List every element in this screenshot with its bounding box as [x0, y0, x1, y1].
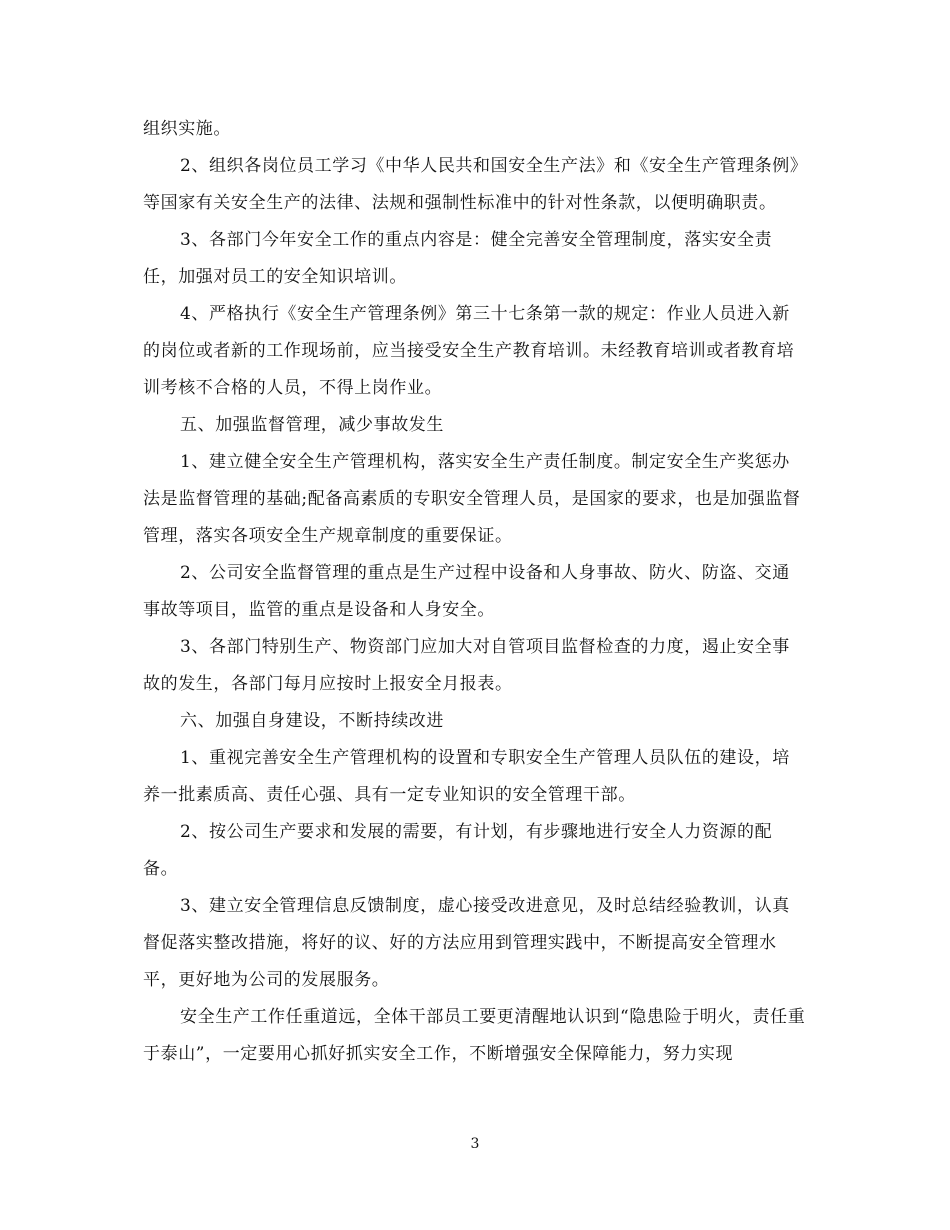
- paragraph-item-4-training: 4、严格执行《安全生产管理条例》第三十七条第一款的规定：作业人员进入新的岗位或者新的工作现场前，应当接受安全生产教育培训。未经教育培训或者教育培训考核不合格的人员，不得上岗作业。: [143, 304, 795, 398]
- paragraph-continuation: 组织实施。: [143, 119, 231, 139]
- paragraph-section6-item-1: 1、重视完善安全生产管理机构的设置和专职安全生产管理人员队伍的建设，培养一批素质高、责任心强、具有一定专业知识的安全管理干部。: [143, 748, 790, 805]
- paragraph-item-3-key-work: 3、各部门今年安全工作的重点内容是：健全完善安全管理制度，落实安全责任，加强对员工的安全知识培训。: [143, 230, 773, 287]
- paragraph-section5-item-2: 2、公司安全监督管理的重点是生产过程中设备和人身事故、防火、防盗、交通事故等项目，监管的重点是设备和人身安全。: [143, 563, 790, 620]
- section-heading-6: 六、加强自身建设，不断持续改进: [180, 711, 444, 731]
- paragraph-section6-item-2: 2、按公司生产要求和发展的需要，有计划，有步骤地进行安全人力资源的配备。: [143, 822, 773, 879]
- paragraph-conclusion: 安全生产工作任重道远，全体干部员工要更清醒地认识到“隐患险于明火，责任重于泰山”，一定要用心抓好抓实安全工作，不断增强安全保障能力，努力实现: [143, 1007, 806, 1064]
- page-number: 3: [470, 1136, 480, 1152]
- paragraph-section5-item-1: 1、建立健全安全生产管理机构，落实安全生产责任制度。制定安全生产奖惩办法是监督管理的基础;配备高素质的专职安全管理人员，是国家的要求，也是加强监督管理，落实各项安全生产规章制度的重要保证。: [143, 452, 801, 546]
- paragraph-item-2-study-laws: 2、组织各岗位员工学习《中华人民共和国安全生产法》和《安全生产管理条例》等国家有关安全生产的法律、法规和强制性标准中的针对性条款，以便明确职责。: [143, 156, 799, 213]
- body-text: [143, 111, 807, 1073]
- section-heading-5: 五、加强监督管理，减少事故发生: [180, 415, 444, 435]
- paragraph-section6-item-3: 3、建立安全管理信息反馈制度，虚心接受改进意见，及时总结经验教训，认真督促落实整改措施，将好的议、好的方法应用到管理实践中，不断提高安全管理水平，更好地为公司的发展服务。: [143, 896, 790, 990]
- paragraph-section5-item-3: 3、各部门特别生产、物资部门应加大对自管项目监督检查的力度，遏止安全事故的发生，各部门每月应按时上报安全月报表。: [143, 637, 790, 694]
